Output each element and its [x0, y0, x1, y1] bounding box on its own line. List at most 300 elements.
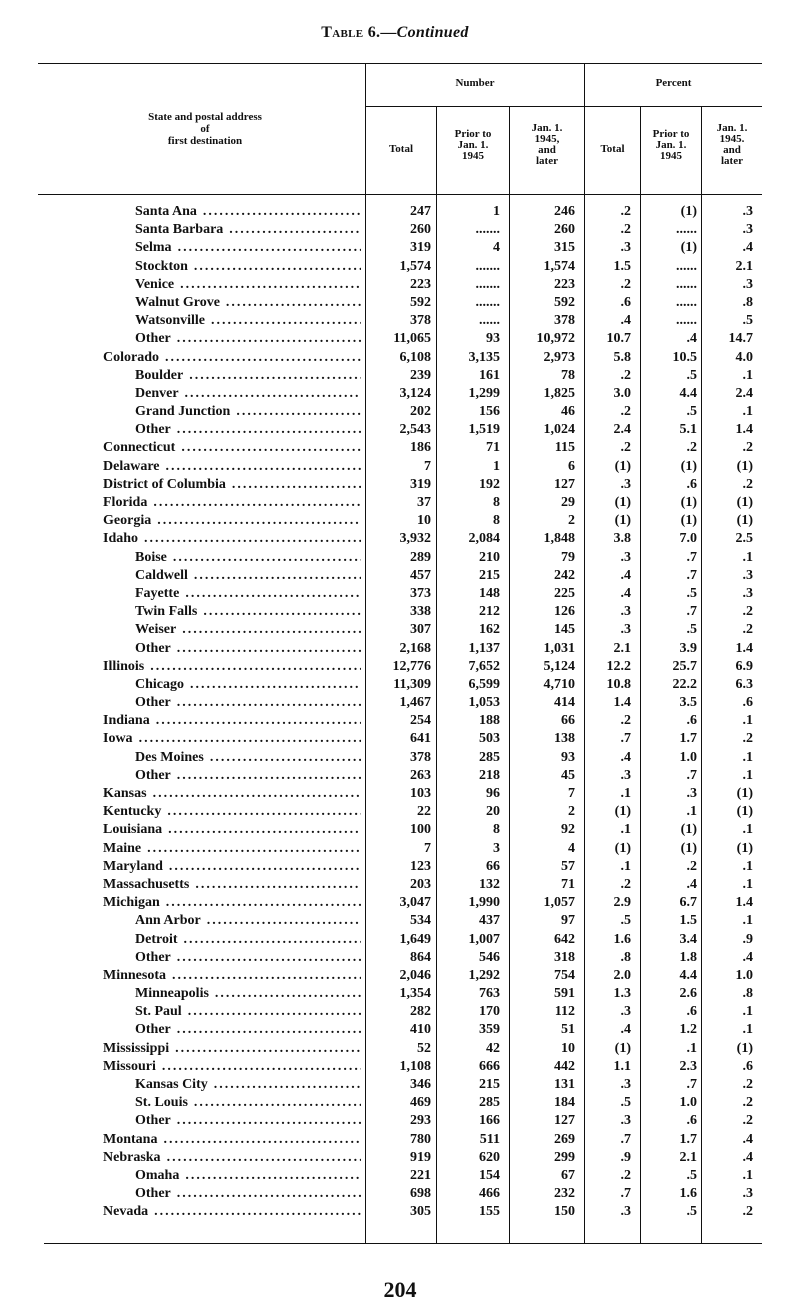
prior-cell: 620	[479, 1149, 500, 1165]
city-name	[135, 368, 361, 384]
percent-jan-cell: .8	[742, 294, 753, 310]
row-label: Boulder	[135, 367, 184, 383]
table-row	[0, 895, 800, 913]
total-cell: 11,065	[393, 331, 431, 347]
percent-prior-cell: 4.4	[679, 967, 697, 983]
leader-dots	[159, 350, 361, 366]
leader-dots	[174, 277, 361, 293]
percent-total-cell: .8	[620, 949, 631, 965]
percent-prior-cell: 1.8	[679, 949, 697, 965]
city-name	[135, 240, 361, 256]
jan-cell: 318	[554, 949, 575, 965]
leader-dots	[209, 986, 361, 1002]
city-name	[135, 331, 361, 347]
percent-prior-cell: 6.7	[679, 895, 697, 911]
jan-cell: 1,825	[543, 385, 575, 401]
table-row	[0, 932, 800, 950]
percent-prior-header-line: Jan. 1.	[655, 139, 687, 151]
state-name	[103, 1204, 361, 1220]
table-row	[0, 240, 800, 258]
percent-jan-cell: 2.5	[735, 531, 753, 547]
leader-dots	[230, 404, 361, 420]
percent-jan-cell: .1	[742, 367, 753, 383]
table-row	[0, 750, 800, 768]
leader-dots	[208, 1077, 361, 1093]
jan-cell: 51	[561, 1022, 575, 1038]
row-label: Chicago	[135, 676, 184, 692]
prior-cell: 546	[479, 949, 500, 965]
percent-total-cell: (1)	[614, 840, 631, 856]
row-label: Minnesota	[103, 967, 166, 983]
table-row	[0, 1150, 800, 1168]
total-cell: 203	[410, 876, 431, 892]
percent-prior-header	[641, 129, 701, 162]
leader-dots	[171, 1113, 361, 1129]
table-row	[0, 477, 800, 495]
jan-header-line: later	[536, 155, 558, 167]
row-label: Santa Barbara	[135, 222, 224, 238]
total-header: Total	[388, 143, 414, 155]
jan-cell: 127	[554, 1113, 575, 1129]
percent-jan-cell: .1	[742, 767, 753, 783]
row-label: Other	[135, 1113, 171, 1129]
percent-total-cell: (1)	[614, 804, 631, 820]
percent-jan-cell: .2	[742, 731, 753, 747]
row-label: Caldwell	[135, 567, 188, 583]
city-name	[135, 695, 361, 711]
jan-cell: 232	[554, 1186, 575, 1202]
total-cell: 7	[424, 458, 431, 474]
prior-cell: 215	[479, 1077, 500, 1092]
prior-cell: 170	[479, 1004, 500, 1020]
percent-jan-cell: .1	[742, 549, 753, 565]
jan-cell: 260	[554, 222, 575, 238]
percent-total-cell: 1.6	[613, 931, 631, 947]
percent-total-cell: .2	[620, 440, 631, 456]
city-name	[135, 1186, 361, 1202]
jan-cell: 591	[554, 986, 575, 1002]
percent-total-cell: 1.1	[613, 1058, 631, 1074]
percent-total-cell: .4	[620, 567, 631, 583]
total-cell: 239	[410, 367, 431, 383]
row-label: Watsonville	[135, 313, 206, 329]
percent-prior-cell: 1.7	[679, 1131, 697, 1147]
percent-jan-cell: .9	[742, 931, 753, 947]
jan-cell: 145	[554, 622, 575, 638]
jan-cell: 1,574	[543, 258, 575, 274]
percent-jan-cell: .3	[742, 567, 753, 583]
total-cell: 2,543	[399, 422, 431, 438]
row-label: Weiser	[135, 622, 177, 638]
row-label: Missouri	[103, 1058, 156, 1074]
row-label: Idaho	[103, 531, 139, 547]
table-row	[0, 1132, 800, 1150]
prior-cell: 96	[486, 786, 500, 801]
table-row	[0, 731, 800, 749]
stub-header-line: of	[200, 123, 210, 135]
percent-total-cell: (1)	[614, 1040, 631, 1056]
row-label: Georgia	[103, 513, 152, 529]
jan-cell: 115	[554, 440, 575, 456]
jan-cell: 2	[568, 513, 575, 529]
row-label: Nebraska	[103, 1149, 161, 1165]
total-cell: 780	[410, 1131, 431, 1147]
percent-prior-cell: .1	[686, 804, 697, 820]
state-name	[103, 1059, 361, 1075]
percent-prior-cell: .2	[686, 440, 697, 456]
leader-dots	[179, 386, 361, 402]
row-label: Denver	[135, 385, 179, 401]
total-cell: 592	[410, 294, 431, 310]
percent-jan-cell: .4	[742, 949, 753, 965]
leader-dots	[188, 1095, 361, 1111]
percent-jan-cell: .5	[742, 313, 753, 329]
total-cell: 6,108	[399, 349, 431, 365]
percent-total-cell: .3	[620, 1077, 631, 1092]
total-cell: 919	[410, 1149, 431, 1165]
jan-cell: 1,031	[543, 640, 575, 656]
leader-dots	[223, 222, 361, 238]
prior-cell: 8	[493, 822, 500, 838]
total-cell: 202	[410, 404, 431, 420]
percent-prior-cell: 3.4	[679, 931, 697, 947]
table-row	[0, 386, 800, 404]
percent-total-cell: .3	[620, 767, 631, 783]
jan-cell: 184	[554, 1095, 575, 1111]
percent-jan-header-line: Jan. 1.	[716, 122, 748, 134]
row-label: Grand Junction	[135, 404, 231, 420]
state-name	[103, 1150, 361, 1166]
city-name	[135, 622, 361, 638]
prior-cell: 161	[479, 367, 500, 383]
total-cell: 103	[410, 786, 431, 801]
percent-jan-cell: (1)	[736, 458, 753, 474]
city-name	[135, 568, 361, 584]
table-row	[0, 259, 800, 277]
percent-prior-cell: .7	[686, 767, 697, 783]
prior-header	[437, 129, 509, 162]
jan-cell: 66	[561, 713, 575, 729]
jan-cell: 150	[554, 1204, 575, 1220]
city-name	[135, 677, 361, 693]
leader-dots	[197, 604, 361, 620]
state-name	[103, 804, 361, 820]
row-label: St. Louis	[135, 1095, 188, 1111]
state-name	[103, 786, 361, 802]
total-cell: 378	[410, 749, 431, 765]
percent-total-cell: .3	[620, 549, 631, 565]
table-row	[0, 713, 800, 731]
row-label: Florida	[103, 495, 148, 510]
percent-jan-cell: .2	[742, 1113, 753, 1129]
state-name	[103, 731, 361, 747]
total-cell: 2,046	[399, 967, 431, 983]
total-cell: 3,047	[399, 895, 431, 911]
leader-dots	[171, 1022, 361, 1038]
percent-jan-cell: 1.4	[735, 422, 753, 438]
percent-jan-cell: .4	[742, 240, 753, 256]
jan-cell: 223	[554, 276, 575, 292]
jan-cell: 2,973	[543, 349, 575, 365]
row-label: Michigan	[103, 895, 160, 911]
percent-jan-cell: .1	[742, 1004, 753, 1020]
state-name	[103, 968, 361, 984]
jan-cell: 7	[568, 786, 575, 801]
state-name	[103, 477, 361, 493]
prior-cell: 7,652	[468, 658, 500, 674]
percent-total-cell: (1)	[614, 458, 631, 474]
table-row	[0, 368, 800, 386]
prior-cell: 2,084	[468, 531, 500, 547]
leader-dots	[171, 1186, 361, 1202]
row-label: Other	[135, 422, 171, 438]
jan-cell: 112	[554, 1004, 575, 1020]
prior-cell: 71	[486, 440, 500, 456]
percent-prior-cell: 1.5	[679, 913, 697, 929]
percent-jan-cell: .1	[742, 858, 753, 874]
percent-total-cell: .6	[620, 294, 631, 310]
percent-jan-cell: (1)	[736, 513, 753, 529]
percent-prior-cell: .5	[686, 367, 697, 383]
prior-cell: .......	[475, 222, 500, 238]
table-row	[0, 459, 800, 477]
percent-prior-cell: ......	[676, 313, 697, 329]
percent-jan-cell: .1	[742, 749, 753, 765]
percent-total-cell: .7	[620, 1186, 631, 1202]
jan-header-line: and	[538, 144, 556, 156]
percent-total-cell: 5.8	[613, 349, 631, 365]
leader-dots	[205, 313, 361, 329]
percent-total-cell: 3.8	[613, 531, 631, 547]
prior-cell: 192	[479, 476, 500, 492]
total-cell: 698	[410, 1186, 431, 1202]
state-name	[103, 440, 361, 456]
table-title-continued: Continued	[396, 24, 469, 41]
total-cell: 1,649	[399, 931, 431, 947]
city-name	[135, 1022, 361, 1038]
percent-jan-cell: .1	[742, 1022, 753, 1038]
leader-dots	[171, 422, 361, 438]
percent-prior-cell: 3.5	[679, 695, 697, 711]
percent-prior-cell: (1)	[680, 458, 697, 474]
table-row	[0, 877, 800, 895]
percent-jan-cell: .4	[742, 1131, 753, 1147]
table-row	[0, 1059, 800, 1077]
percent-group-header: Percent	[655, 77, 692, 89]
row-label: Minneapolis	[135, 986, 209, 1002]
prior-cell: 66	[486, 858, 500, 874]
row-label: Kentucky	[103, 804, 162, 820]
percent-total-cell: .9	[620, 1149, 631, 1165]
prior-cell: 1,137	[468, 640, 500, 656]
jan-cell: 10,972	[536, 331, 575, 347]
city-name	[135, 768, 361, 784]
total-cell: 22	[417, 804, 431, 820]
table-row	[0, 1113, 800, 1131]
table-row	[0, 331, 800, 349]
percent-jan-cell: 14.7	[728, 331, 753, 347]
percent-jan-header-line: 1945.	[719, 133, 745, 145]
table-row	[0, 641, 800, 659]
total-cell: 307	[410, 622, 431, 638]
row-label: Ann Arbor	[135, 913, 201, 929]
prior-cell: 148	[479, 585, 500, 601]
leader-dots	[157, 1132, 361, 1148]
total-cell: 1,108	[399, 1058, 431, 1074]
percent-jan-cell: 1.0	[735, 967, 753, 983]
jan-header	[510, 123, 584, 167]
jan-cell: 754	[554, 967, 575, 983]
stub-header-line: State and postal address	[148, 111, 262, 123]
row-label: Other	[135, 640, 171, 656]
total-cell: 293	[410, 1113, 431, 1129]
jan-cell: 92	[561, 822, 575, 838]
percent-prior-cell: 2.1	[679, 1149, 697, 1165]
prior-cell: 285	[479, 749, 500, 765]
leader-dots	[150, 713, 361, 729]
percent-prior-cell: ......	[676, 276, 697, 292]
jan-cell: 225	[554, 585, 575, 601]
row-label: District of Columbia	[103, 476, 226, 492]
bottom-rule	[44, 1243, 762, 1244]
total-cell: 52	[417, 1040, 431, 1056]
table-row	[0, 513, 800, 531]
number-group-header: Number	[455, 77, 495, 89]
state-name	[103, 841, 361, 857]
leader-dots	[160, 895, 361, 911]
percent-prior-cell: .1	[686, 1040, 697, 1056]
row-label: Other	[135, 695, 171, 711]
percent-jan-cell: .8	[742, 986, 753, 1002]
leader-dots	[167, 550, 361, 566]
table-row	[0, 404, 800, 422]
prior-cell: 1,053	[468, 695, 500, 711]
row-label: Other	[135, 1186, 171, 1202]
prior-cell: 3,135	[468, 349, 500, 365]
percent-total-cell: .5	[620, 913, 631, 929]
prior-cell: .......	[475, 294, 500, 310]
city-name	[135, 313, 361, 329]
row-label: Des Moines	[135, 749, 204, 765]
state-name	[103, 659, 361, 675]
table-row	[0, 1077, 800, 1095]
percent-prior-cell: 2.3	[679, 1058, 697, 1074]
total-cell: 457	[410, 567, 431, 583]
prior-cell: 42	[486, 1040, 500, 1056]
percent-total-cell: (1)	[614, 495, 631, 510]
row-label: Connecticut	[103, 440, 176, 456]
row-label: Detroit	[135, 931, 178, 947]
leader-dots	[133, 731, 361, 747]
state-name	[103, 877, 361, 893]
percent-prior-cell: (1)	[680, 240, 697, 256]
leader-dots	[169, 1041, 361, 1057]
leader-dots	[151, 513, 361, 529]
prior-cell: 466	[479, 1186, 500, 1202]
prior-cell: 359	[479, 1022, 500, 1038]
header-bottom-rule	[38, 194, 762, 195]
percent-total-cell: .1	[620, 822, 631, 838]
jan-cell: 269	[554, 1131, 575, 1147]
table-row	[0, 586, 800, 604]
city-name	[135, 1113, 361, 1129]
percent-jan-cell: 6.9	[735, 658, 753, 674]
leader-dots	[147, 786, 361, 802]
row-label: Massachusetts	[103, 876, 190, 892]
total-cell: 1,467	[399, 695, 431, 711]
total-cell: 305	[410, 1204, 431, 1220]
city-name	[135, 295, 361, 311]
jan-cell: 10	[561, 1040, 575, 1056]
percent-total-cell: 2.0	[613, 967, 631, 983]
state-name	[103, 495, 361, 511]
percent-jan-header-line: and	[723, 144, 741, 156]
row-label: Kansas	[103, 786, 147, 801]
total-cell: 186	[410, 440, 431, 456]
percent-prior-cell: 22.2	[672, 676, 697, 692]
percent-total-cell: 10.8	[606, 676, 631, 692]
jan-cell: 57	[561, 858, 575, 874]
row-label: Twin Falls	[135, 604, 198, 620]
city-name	[135, 1004, 361, 1020]
table-row	[0, 313, 800, 331]
total-cell: 469	[410, 1095, 431, 1111]
leader-dots	[141, 841, 361, 857]
total-cell: 641	[410, 731, 431, 747]
jan-cell: 442	[554, 1058, 575, 1074]
state-name	[103, 1132, 361, 1148]
percent-prior-cell: 7.0	[679, 531, 697, 547]
leader-dots	[171, 695, 361, 711]
leader-dots	[201, 913, 361, 929]
prior-header-line: Jan. 1.	[457, 139, 489, 151]
percent-total-cell: .7	[620, 1131, 631, 1147]
row-label: Louisiana	[103, 822, 163, 838]
leader-dots	[188, 259, 361, 275]
percent-jan-cell: .4	[742, 1149, 753, 1165]
prior-cell: 1	[493, 458, 500, 474]
percent-prior-cell: .6	[686, 476, 697, 492]
percent-jan-cell: (1)	[736, 786, 753, 801]
prior-cell: 1,299	[468, 385, 500, 401]
total-cell: 247	[410, 204, 431, 219]
page-number: 204	[383, 1277, 417, 1302]
state-name	[103, 459, 361, 475]
jan-cell: 93	[561, 749, 575, 765]
percent-total-cell: 1.4	[613, 695, 631, 711]
prior-cell: 1,519	[468, 422, 500, 438]
state-name	[103, 1041, 361, 1057]
prior-cell: 210	[479, 549, 500, 565]
table-row	[0, 768, 800, 786]
percent-prior-cell: ......	[676, 258, 697, 274]
percent-prior-cell: .2	[686, 858, 697, 874]
jan-header-line: Jan. 1.	[531, 122, 563, 134]
prior-header-line: Prior to	[454, 128, 492, 140]
table-row	[0, 950, 800, 968]
percent-total-cell: .2	[620, 404, 631, 420]
leader-dots	[184, 677, 361, 693]
prior-cell: 8	[493, 513, 500, 529]
prior-cell: 1,292	[468, 967, 500, 983]
total-cell: 534	[410, 913, 431, 929]
total-cell: 346	[410, 1077, 431, 1092]
row-label: Mississippi	[103, 1040, 170, 1056]
stub-header-line: first destination	[167, 135, 243, 147]
prior-cell: 763	[479, 986, 500, 1002]
percent-jan-cell: 4.0	[735, 349, 753, 365]
percent-total-cell: .7	[620, 731, 631, 747]
